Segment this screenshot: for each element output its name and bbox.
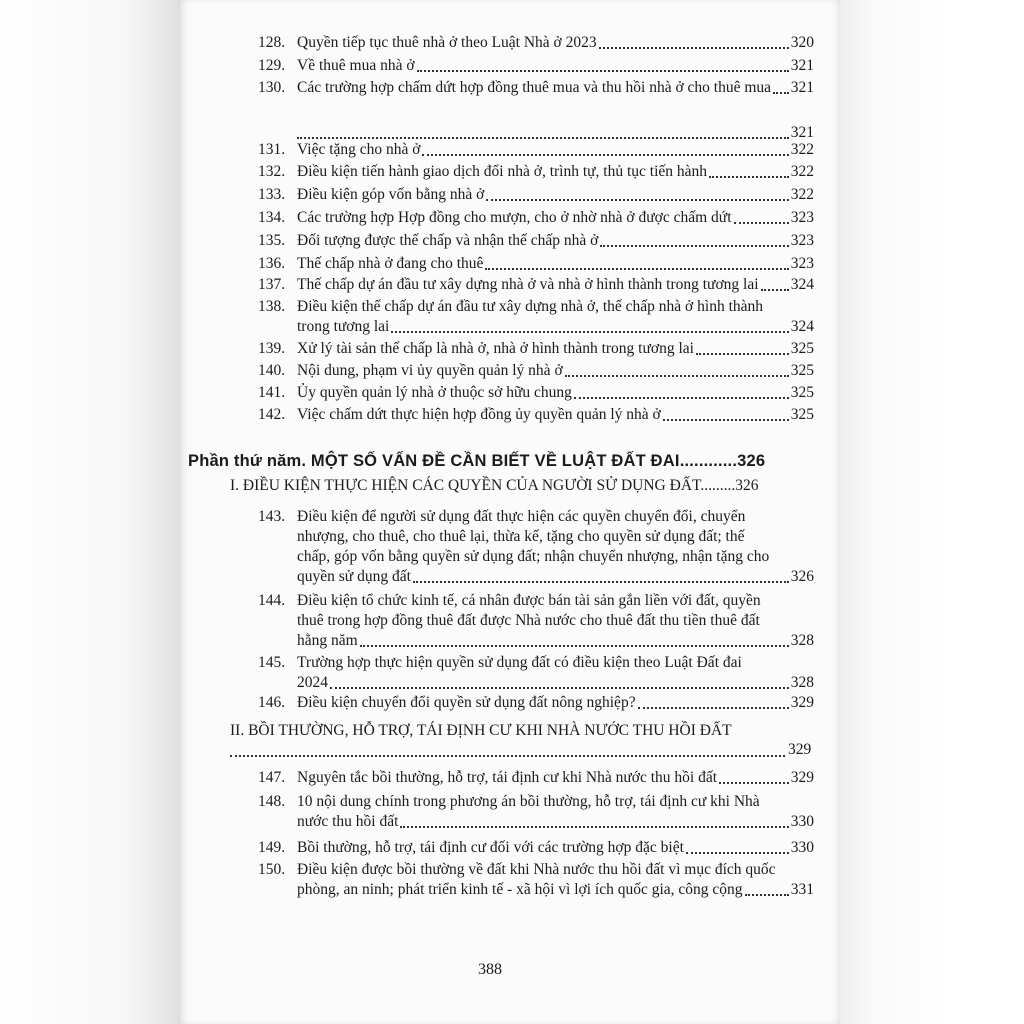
toc-dot-leader <box>663 419 789 421</box>
toc-entry-number: 147. <box>258 769 286 786</box>
toc-entry-text: Điều kiện thế chấp dự án đầu tư xây dựng nhà ở, thế chấp nhà ở hình thành <box>297 298 763 315</box>
toc-dot-leader <box>400 826 788 828</box>
left-page-edge <box>0 0 178 1024</box>
part-page: 326 <box>737 452 766 470</box>
toc-dot-leader <box>773 92 789 94</box>
toc-entry-page: 325 <box>790 340 814 357</box>
toc-dot-leader <box>719 782 789 784</box>
toc-dot-leader <box>600 245 788 247</box>
toc-entry-text: Ủy quyền quản lý nhà ở thuộc sở hữu chung <box>297 384 572 401</box>
toc-entry-number: 140. <box>258 362 286 379</box>
toc-dot-leader <box>599 47 789 49</box>
toc-entry-text: 2024 <box>297 674 328 691</box>
toc-entry-number: 131. <box>258 141 286 158</box>
toc-entry-page: 320 <box>790 34 814 51</box>
toc-dot-leader <box>686 852 789 854</box>
toc-entry-number: 142. <box>258 406 286 423</box>
toc-entry-text: Điều kiện để người sử dụng đất thực hiện các quyền chuyển đổi, chuyển <box>297 508 746 525</box>
toc-entry-number: 146. <box>258 694 286 711</box>
toc-entry-number: 144. <box>258 592 286 609</box>
toc-entry-text: quyền sử dụng đất <box>297 568 411 585</box>
section-2-title: II. BỒI THƯỜNG, HỖ TRỢ, TÁI ĐỊNH CƯ KHI NHÀ NƯỚC THU HỒI ĐẤT <box>230 722 732 739</box>
toc-entry-number: 134. <box>258 209 286 226</box>
toc-entry-number: 150. <box>258 861 286 878</box>
toc-dot-leader <box>417 70 789 72</box>
toc-entry-text: Điều kiện tiến hành giao dịch đổi nhà ở, trình tự, thủ tục tiến hành <box>297 163 708 180</box>
part-heading <box>188 452 765 471</box>
toc-dot-leader <box>696 353 789 355</box>
toc-dot-leader <box>360 645 789 647</box>
toc-entry-number: 129. <box>258 57 286 74</box>
toc-dot-leader <box>330 687 789 689</box>
toc-entry-number: 133. <box>258 186 286 203</box>
toc-entry-number: 130. <box>258 79 286 96</box>
toc-entry-page: 321 <box>790 124 814 141</box>
section-heading-1: I. ĐIỀU KIỆN THỰC HIỆN CÁC QUYỀN CỦA NGƯỜI SỬ DỤNG ĐẤT.........326 <box>230 477 759 494</box>
page-number: 388 <box>478 961 502 978</box>
toc-entry-text: Điều kiện được bồi thường về đất khi Nhà nước thu hồi đất vì mục đích quốc <box>297 861 776 878</box>
toc-entry-text: Việc tặng cho nhà ở <box>297 141 421 158</box>
toc-entry-text: nước thu hồi đất <box>297 813 399 830</box>
toc-entry-page: 321 <box>790 57 814 74</box>
toc-entry-page: 323 <box>790 255 814 272</box>
toc-dot-leader <box>486 199 788 201</box>
toc-entry-number: 143. <box>258 508 286 525</box>
toc-entry-text: Việc chấm dứt thực hiện hợp đồng ủy quyền quản lý nhà ở <box>297 406 661 423</box>
toc-entry-text: Trường hợp thực hiện quyền sử dụng đất có điều kiện theo Luật Đất đai <box>297 654 742 671</box>
section-2-page: 329 <box>788 741 812 758</box>
toc-dot-leader <box>485 268 788 270</box>
toc-entry-page: 321 <box>790 79 814 96</box>
toc-dot-leader <box>391 331 788 333</box>
toc-entry-number: 135. <box>258 232 286 249</box>
toc-entry-number: 132. <box>258 163 286 180</box>
toc-entry-text: Điều kiện tổ chức kinh tế, cá nhân được bán tài sản gắn liền với đất, quyền <box>297 592 761 609</box>
toc-entry-page: 323 <box>790 232 814 249</box>
toc-dot-leader <box>761 289 789 291</box>
toc-entry-number: 148. <box>258 793 286 810</box>
toc-entry-text: Các trường hợp Hợp đồng cho mượn, cho ở nhờ nhà ở được chấm dứt <box>297 209 732 226</box>
toc-entry-page: 329 <box>790 769 814 786</box>
toc-entry-page: 322 <box>790 163 814 180</box>
toc-entry-number: 128. <box>258 34 286 51</box>
section-1-page: 326 <box>735 477 759 494</box>
toc-dot-leader <box>297 137 789 139</box>
toc-entry-text: Điều kiện chuyển đổi quyền sử dụng đất nông nghiệp? <box>297 694 636 711</box>
toc-dot-leader <box>638 707 789 709</box>
toc-entry-page: 329 <box>790 694 814 711</box>
toc-entry-page: 323 <box>790 209 814 226</box>
toc-entry-page: 325 <box>790 362 814 379</box>
toc-dot-leader <box>422 154 788 156</box>
part-dots: ............ <box>679 452 738 470</box>
toc-entry-page: 325 <box>790 384 814 401</box>
section-heading-2 <box>230 722 732 740</box>
toc-dot-leader <box>574 397 789 399</box>
toc-entry-text: hằng năm <box>297 632 358 649</box>
toc-entry-text: Thế chấp dự án đầu tư xây dựng nhà ở và nhà ở hình thành trong tương lai <box>297 276 759 293</box>
toc-entry-number: 145. <box>258 654 286 671</box>
toc-dot-leader <box>745 894 789 896</box>
toc-entry-text: Đối tượng được thế chấp và nhận thế chấp nhà ở <box>297 232 599 249</box>
toc-entry-page: 328 <box>790 674 814 691</box>
toc-entry-text: 10 nội dung chính trong phương án bồi thường, hỗ trợ, tái định cư khi Nhà <box>297 793 760 810</box>
toc-entry-text: thuê trong hợp đồng thuê đất được Nhà nước cho thuê đất thu tiền thuê đất <box>297 612 760 629</box>
part-title: Phần thứ năm. MỘT SỐ VẤN ĐỀ CẦN BIẾT VỀ LUẬT ĐẤT ĐAI <box>188 452 680 470</box>
section-2-leader <box>230 755 785 757</box>
toc-entry-page: 322 <box>790 141 814 158</box>
toc-entry-number: 141. <box>258 384 286 401</box>
section-1-title: I. ĐIỀU KIỆN THỰC HIỆN CÁC QUYỀN CỦA NGƯỜI SỬ DỤNG ĐẤT <box>230 477 701 494</box>
toc-entry-page: 324 <box>790 276 814 293</box>
toc-entry-number: 136. <box>258 255 286 272</box>
toc-entry-number: 138. <box>258 298 286 315</box>
toc-entry-text: chấp, góp vốn bằng quyền sử dụng đất; nhận chuyển nhượng, nhận tặng cho <box>297 548 770 565</box>
toc-dot-leader <box>565 375 789 377</box>
toc-dot-leader <box>413 581 789 583</box>
toc-entry-text: Về thuê mua nhà ở <box>297 57 415 74</box>
toc-entry-text: nhượng, cho thuê, cho thuê lại, thừa kế, tặng cho quyền sử dụng đất; thế <box>297 528 745 545</box>
toc-entry-number: 137. <box>258 276 286 293</box>
toc-entry-text: Nội dung, phạm vi ủy quyền quản lý nhà ở <box>297 362 563 379</box>
toc-dot-leader <box>734 222 789 224</box>
toc-entry-text: phòng, an ninh; phát triển kinh tế - xã hội vì lợi ích quốc gia, công cộng <box>297 881 743 898</box>
toc-entry-page: 326 <box>790 568 814 585</box>
toc-entry-page: 325 <box>790 406 814 423</box>
toc-entry-text: Xử lý tài sản thế chấp là nhà ở, nhà ở hình thành trong tương lai <box>297 340 694 357</box>
toc-entry-page: 331 <box>790 881 814 898</box>
toc-dot-leader <box>709 176 789 178</box>
toc-entry-text: Bồi thường, hỗ trợ, tái định cư đối với các trường hợp đặc biệt <box>297 839 684 856</box>
toc-entry-number: 139. <box>258 340 286 357</box>
toc-entry-page: 328 <box>790 632 814 649</box>
toc-entry-text: Quyền tiếp tục thuê nhà ở theo Luật Nhà ở 2023 <box>297 34 597 51</box>
toc-entry-page: 322 <box>790 186 814 203</box>
toc-entry-text: Điều kiện góp vốn bằng nhà ở <box>297 186 485 203</box>
toc-entry-page: 330 <box>790 839 814 856</box>
toc-entry-page: 330 <box>790 813 814 830</box>
toc-entry-text: trong tương lai <box>297 318 390 335</box>
toc-entry-text: Thế chấp nhà ở đang cho thuê <box>297 255 484 272</box>
toc-entry-page: 324 <box>790 318 814 335</box>
toc-entry-text: Nguyên tắc bồi thường, hỗ trợ, tái định cư khi Nhà nước thu hồi đất <box>297 769 717 786</box>
right-page-edge <box>840 0 1024 1024</box>
toc-entry-number: 149. <box>258 839 286 856</box>
toc-entry-text: Các trường hợp chấm dứt hợp đồng thuê mua và thu hồi nhà ở cho thuê mua <box>297 79 772 96</box>
